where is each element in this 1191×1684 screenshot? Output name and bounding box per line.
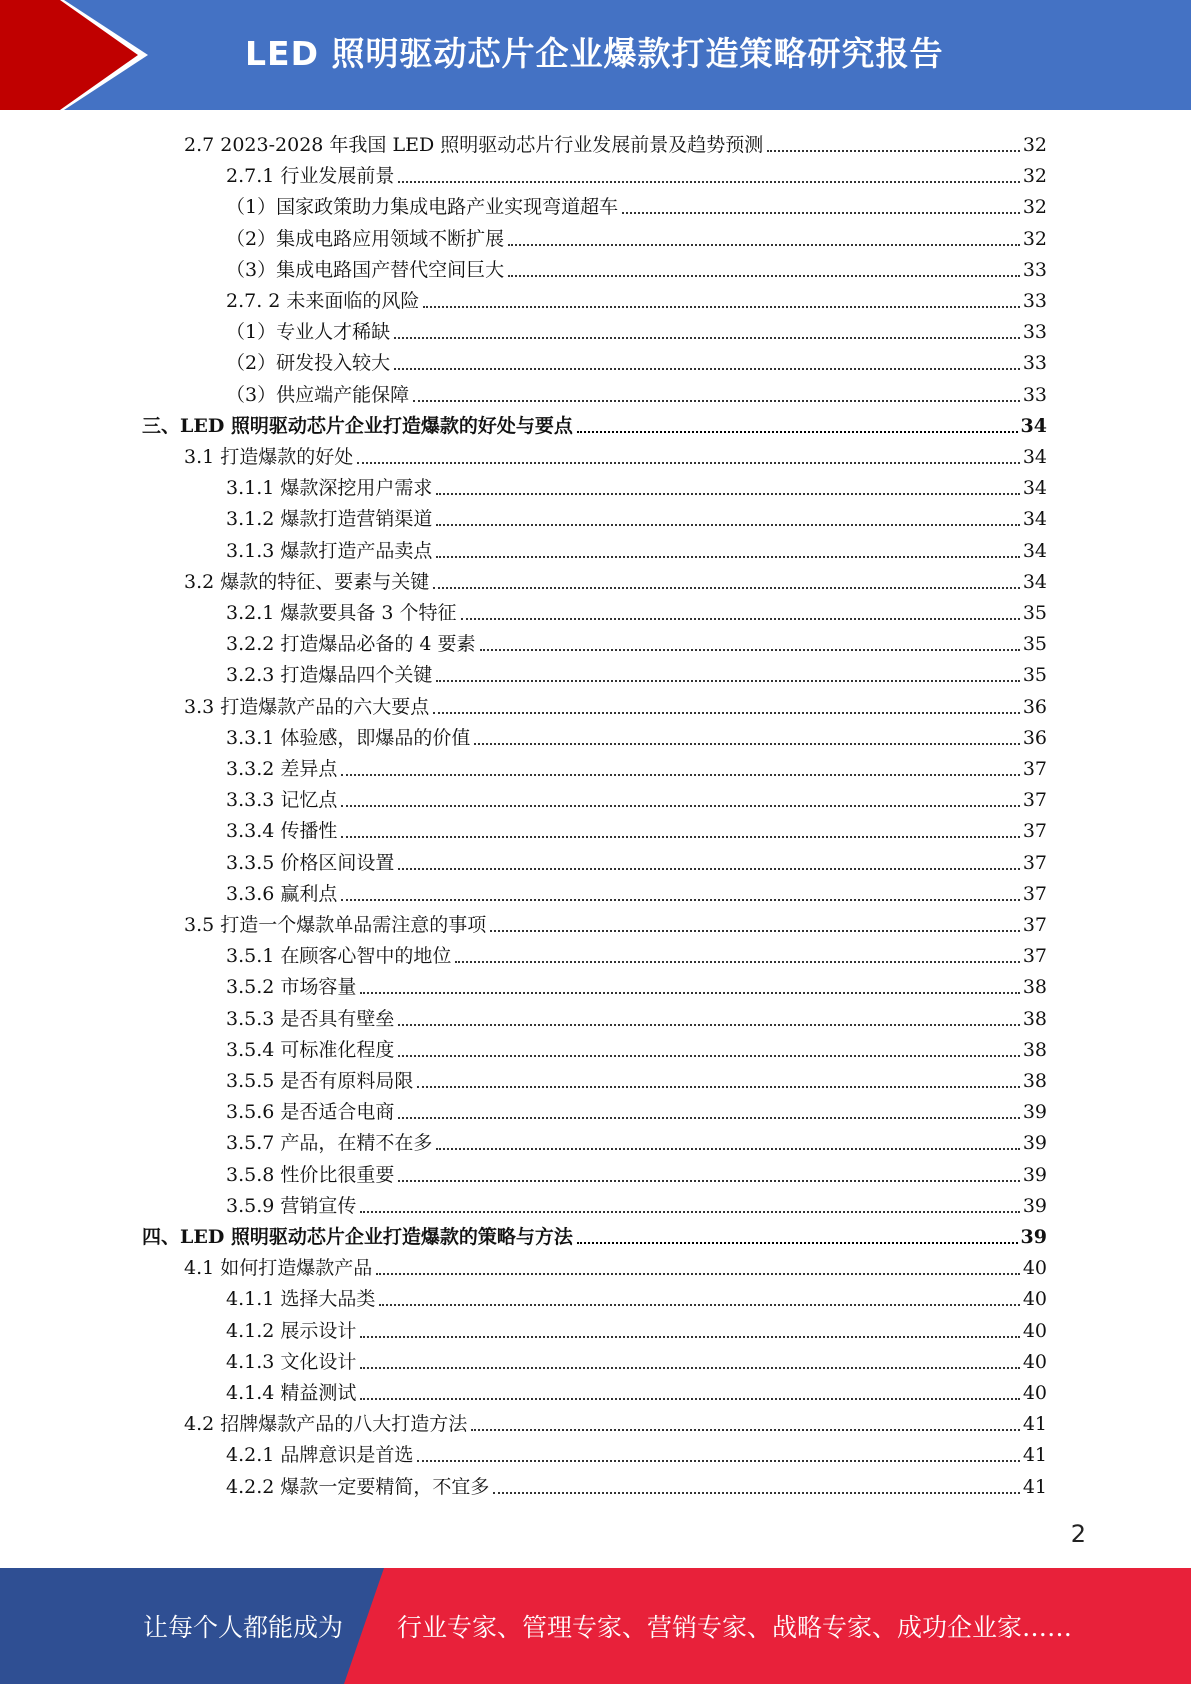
toc-entry-page: 33: [1022, 259, 1047, 281]
toc-entry-page: 37: [1022, 883, 1047, 905]
toc-entry[interactable]: [226, 1343, 1047, 1374]
toc-entry[interactable]: [184, 688, 1047, 719]
toc-entry-label: 2.7. 2 未来面临的风险: [226, 290, 420, 312]
toc-entry-label: 四、LED 照明驱动芯片企业打造爆款的策略与方法: [142, 1226, 573, 1248]
toc-entry-label: 3.5.7 产品，在精不在多: [226, 1132, 433, 1154]
toc-entry-page: 34: [1020, 415, 1047, 437]
toc-entry[interactable]: [142, 407, 1047, 438]
toc-entry-label: 3.1 打造爆款的好处: [184, 446, 354, 468]
toc-leader-dots: [360, 1398, 1019, 1400]
toc-leader-dots: [436, 680, 1019, 682]
toc-entry[interactable]: [226, 812, 1047, 843]
toc-leader-dots: [341, 899, 1019, 901]
toc-entry[interactable]: [142, 1218, 1047, 1249]
toc-entry-label: 3.3.1 体验感，即爆品的价值: [226, 727, 471, 749]
toc-entry[interactable]: [226, 1156, 1047, 1187]
toc-entry-label: 4.2.2 爆款一定要精简，不宜多: [226, 1476, 490, 1498]
toc-entry[interactable]: [226, 594, 1047, 625]
toc-entry[interactable]: [184, 906, 1047, 937]
toc-entry-page: 33: [1022, 321, 1047, 343]
toc-leader-dots: [360, 1336, 1019, 1338]
toc-entry-page: 34: [1022, 446, 1047, 468]
toc-entry-page: 32: [1022, 165, 1047, 187]
toc-entry-label: 3.1.2 爆款打造营销渠道: [226, 508, 433, 530]
toc-entry[interactable]: [226, 1436, 1047, 1467]
page-footer: [0, 1568, 1191, 1684]
toc-entry-page: 38: [1022, 976, 1047, 998]
toc-leader-dots: [490, 930, 1020, 932]
toc-leader-dots: [480, 649, 1020, 651]
toc-leader-dots: [398, 868, 1019, 870]
toc-entry-page: 39: [1022, 1195, 1047, 1217]
toc-entry[interactable]: [226, 1124, 1047, 1155]
toc-entry-label: （1）专业人才稀缺: [226, 321, 391, 343]
toc-entry[interactable]: [226, 1280, 1047, 1311]
toc-entry-page: 36: [1022, 696, 1047, 718]
toc-leader-dots: [436, 1148, 1019, 1150]
toc-leader-dots: [376, 1273, 1020, 1275]
toc-leader-dots: [622, 212, 1020, 214]
report-title: LED 照明驱动芯片企业爆款打造策略研究报告: [245, 34, 944, 73]
toc-leader-dots: [461, 618, 1020, 620]
toc-entry-label: 3.2.1 爆款要具备 3 个特征: [226, 602, 457, 624]
toc-entry-label: 3.3.2 差异点: [226, 758, 338, 780]
toc-leader-dots: [436, 524, 1019, 526]
toc-entry[interactable]: [226, 1062, 1047, 1093]
toc-entry-label: 4.2.1 品牌意识是首选: [226, 1444, 414, 1466]
header-arrow-decoration: [0, 0, 160, 110]
toc-entry[interactable]: [184, 1249, 1047, 1280]
toc-leader-dots: [398, 1024, 1019, 1026]
toc-leader-dots: [341, 805, 1019, 807]
toc-entry-label: 3.2.3 打造爆品四个关键: [226, 664, 433, 686]
toc-entry[interactable]: [226, 220, 1047, 251]
toc-leader-dots: [471, 1429, 1020, 1431]
toc-leader-dots: [423, 306, 1019, 308]
toc-entry-page: 41: [1022, 1476, 1047, 1498]
toc-entry-label: 3.1.3 爆款打造产品卖点: [226, 540, 433, 562]
toc-entry-label: 3.5.6 是否适合电商: [226, 1101, 395, 1123]
toc-entry-page: 35: [1022, 633, 1047, 655]
toc-entry-page: 37: [1022, 852, 1047, 874]
page-header: [0, 0, 1191, 110]
toc-entry-page: 41: [1022, 1413, 1047, 1435]
toc-entry[interactable]: [226, 157, 1047, 188]
toc-entry-page: 41: [1022, 1444, 1047, 1466]
toc-entry-page: 39: [1022, 1164, 1047, 1186]
toc-entry[interactable]: [226, 500, 1047, 531]
toc-entry-label: 3.2 爆款的特征、要素与关键: [184, 571, 430, 593]
toc-entry[interactable]: [226, 1000, 1047, 1031]
toc-entry[interactable]: [184, 126, 1047, 157]
toc-entry-label: 3.5.3 是否具有壁垒: [226, 1008, 395, 1030]
toc-entry-page: 33: [1022, 384, 1047, 406]
toc-leader-dots: [455, 961, 1019, 963]
toc-entry[interactable]: [226, 719, 1047, 750]
toc-leader-dots: [493, 1492, 1019, 1494]
toc-entry-page: 37: [1022, 789, 1047, 811]
toc-entry-label: 4.1 如何打造爆款产品: [184, 1257, 373, 1279]
toc-entry-page: 39: [1022, 1132, 1047, 1154]
toc-leader-dots: [360, 992, 1019, 994]
toc-entry-page: 34: [1022, 571, 1047, 593]
toc-leader-dots: [417, 1086, 1019, 1088]
toc-entry[interactable]: [226, 844, 1047, 875]
toc-leader-dots: [398, 1180, 1019, 1182]
toc-leader-dots: [398, 181, 1019, 183]
toc-entry-label: 4.1.2 展示设计: [226, 1320, 357, 1342]
toc-entry-page: 37: [1022, 914, 1047, 936]
toc-entry-label: 3.5.4 可标准化程度: [226, 1039, 395, 1061]
toc-entry[interactable]: [226, 875, 1047, 906]
toc-entry[interactable]: [226, 376, 1047, 407]
toc-leader-dots: [360, 1211, 1019, 1213]
toc-leader-dots: [767, 150, 1020, 152]
page-number: 2: [1070, 1520, 1086, 1548]
toc-entry[interactable]: [184, 563, 1047, 594]
toc-entry-page: 32: [1022, 134, 1047, 156]
toc-entry-label: 3.5.5 是否有原料局限: [226, 1070, 414, 1092]
toc-entry[interactable]: [226, 937, 1047, 968]
toc-entry-label: 3.3.6 赢利点: [226, 883, 338, 905]
toc-entry-page: 39: [1020, 1226, 1047, 1248]
toc-entry[interactable]: [226, 1374, 1047, 1405]
toc-entry[interactable]: [226, 781, 1047, 812]
toc-leader-dots: [436, 556, 1019, 558]
toc-entry-label: 3.2.2 打造爆品必备的 4 要素: [226, 633, 476, 655]
toc-entry[interactable]: [226, 656, 1047, 687]
toc-entry-page: 35: [1022, 602, 1047, 624]
toc-leader-dots: [379, 1304, 1019, 1306]
toc-entry-page: 34: [1022, 508, 1047, 530]
toc-leader-dots: [508, 244, 1020, 246]
toc-entry[interactable]: [226, 1468, 1047, 1499]
toc-entry-label: （2）集成电路应用领域不断扩展: [226, 228, 505, 250]
toc-entry-page: 40: [1022, 1351, 1047, 1373]
toc-leader-dots: [433, 587, 1020, 589]
toc-entry-label: 2.7 2023-2028 年我国 LED 照明驱动芯片行业发展前景及趋势预测: [184, 134, 764, 156]
toc-entry-label: （1）国家政策助力集成电路产业实现弯道超车: [226, 196, 619, 218]
toc-leader-dots: [433, 712, 1020, 714]
toc-entry[interactable]: [226, 251, 1047, 282]
toc-leader-dots: [577, 1242, 1018, 1244]
toc-entry[interactable]: [226, 625, 1047, 656]
toc-entry-page: 33: [1022, 290, 1047, 312]
toc-entry[interactable]: [226, 1187, 1047, 1218]
toc-entry[interactable]: [226, 750, 1047, 781]
toc-entry-label: 3.3.5 价格区间设置: [226, 852, 395, 874]
toc-entry-page: 32: [1022, 228, 1047, 250]
toc-leader-dots: [394, 337, 1020, 339]
toc-leader-dots: [413, 400, 1020, 402]
toc-entry[interactable]: [226, 1312, 1047, 1343]
toc-entry-label: 3.3.3 记忆点: [226, 789, 338, 811]
toc-leader-dots: [398, 1055, 1019, 1057]
toc-entry-page: 38: [1022, 1039, 1047, 1061]
toc-leader-dots: [394, 368, 1020, 370]
toc-entry-page: 36: [1022, 727, 1047, 749]
toc-entry-page: 37: [1022, 758, 1047, 780]
toc-leader-dots: [360, 1367, 1019, 1369]
toc-entry-label: 4.1.3 文化设计: [226, 1351, 357, 1373]
toc-entry-label: 4.2 招牌爆款产品的八大打造方法: [184, 1413, 468, 1435]
toc-leader-dots: [357, 462, 1020, 464]
toc-leader-dots: [341, 836, 1019, 838]
toc-entry[interactable]: [226, 532, 1047, 563]
toc-entry-label: 3.5.1 在顾客心智中的地位: [226, 945, 452, 967]
footer-slogan-right: 行业专家、管理专家、营销专家、战略专家、成功企业家……: [397, 1613, 1073, 1642]
toc-entry-page: 39: [1022, 1101, 1047, 1123]
toc-entry[interactable]: [226, 282, 1047, 313]
toc-entry-page: 34: [1022, 477, 1047, 499]
footer-slogan-left: 让每个人都能成为: [143, 1613, 344, 1642]
toc-entry-label: 3.5 打造一个爆款单品需注意的事项: [184, 914, 487, 936]
toc-entry[interactable]: [226, 188, 1047, 219]
toc-entry[interactable]: [184, 1405, 1047, 1436]
toc-entry-page: 40: [1022, 1320, 1047, 1342]
toc-leader-dots: [474, 743, 1019, 745]
toc-leader-dots: [436, 493, 1019, 495]
toc-entry-page: 38: [1022, 1070, 1047, 1092]
toc-entry-label: 2.7.1 行业发展前景: [226, 165, 395, 187]
toc-leader-dots: [577, 431, 1018, 433]
toc-leader-dots: [417, 1460, 1019, 1462]
toc-entry-page: 40: [1022, 1382, 1047, 1404]
toc-leader-dots: [398, 1117, 1019, 1119]
toc-entry-label: 4.1.1 选择大品类: [226, 1288, 376, 1310]
toc-entry-label: 三、LED 照明驱动芯片企业打造爆款的好处与要点: [142, 415, 573, 437]
toc-entry-page: 34: [1022, 540, 1047, 562]
toc-entry-label: 3.5.8 性价比很重要: [226, 1164, 395, 1186]
toc-leader-dots: [341, 774, 1019, 776]
toc-leader-dots: [508, 275, 1020, 277]
toc-entry-label: 3.3 打造爆款产品的六大要点: [184, 696, 430, 718]
toc-entry[interactable]: [226, 469, 1047, 500]
toc-entry-label: 3.1.1 爆款深挖用户需求: [226, 477, 433, 499]
toc-entry[interactable]: [226, 1093, 1047, 1124]
toc-entry[interactable]: [226, 313, 1047, 344]
toc-entry-page: 35: [1022, 664, 1047, 686]
toc-entry-page: 37: [1022, 820, 1047, 842]
toc-entry-label: 3.5.2 市场容量: [226, 976, 357, 998]
toc-entry-label: （3）集成电路国产替代空间巨大: [226, 259, 505, 281]
toc-entry[interactable]: [184, 438, 1047, 469]
toc-entry-page: 40: [1022, 1257, 1047, 1279]
toc-entry-page: 33: [1022, 352, 1047, 374]
toc-entry[interactable]: [226, 344, 1047, 375]
toc-entry-label: （2）研发投入较大: [226, 352, 391, 374]
toc-entry-page: 40: [1022, 1288, 1047, 1310]
toc-entry-label: 3.3.4 传播性: [226, 820, 338, 842]
toc-entry-page: 37: [1022, 945, 1047, 967]
toc-entry-label: 4.1.4 精益测试: [226, 1382, 357, 1404]
toc-entry-page: 32: [1022, 196, 1047, 218]
toc-entry-page: 38: [1022, 1008, 1047, 1030]
toc-entry[interactable]: [226, 968, 1047, 999]
toc-entry[interactable]: [226, 1031, 1047, 1062]
toc-entry-label: （3）供应端产能保障: [226, 384, 410, 406]
toc-entry-label: 3.5.9 营销宣传: [226, 1195, 357, 1217]
